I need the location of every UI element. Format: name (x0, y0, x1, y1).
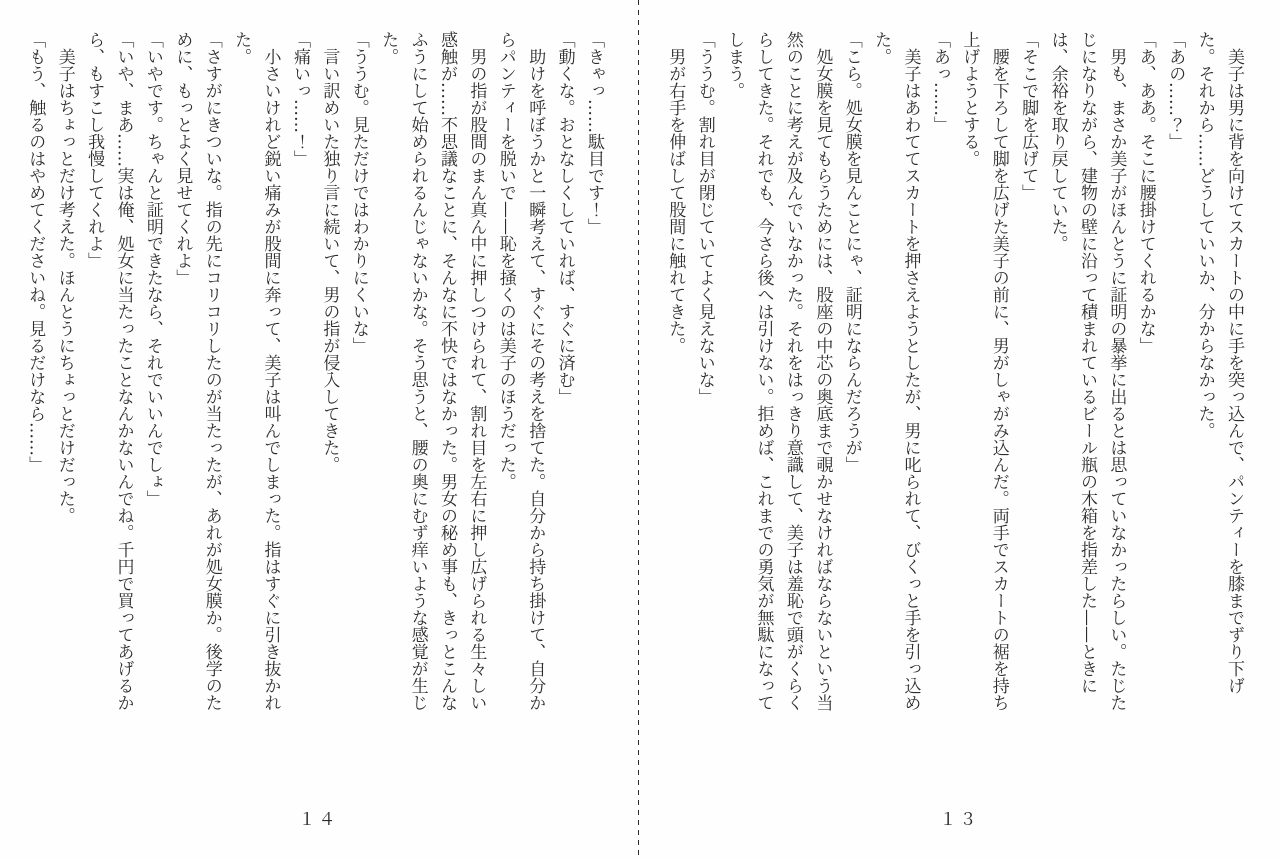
paragraph: 「動くな。おとなしくしていれば、すぐに済む」 (554, 31, 575, 405)
paragraph: 男の指が股間のまん真ん中に押しつけられて、割れ目を左右に押し広げられる生々しい感触が……不思議なことに、そんなに不快ではなかった。男女の秘め事も、きっとこんなふうにして始められるんじゃないかな。そう思うと、腰の奥にむず痒いような感覚が生じた。 (378, 31, 487, 711)
paragraph: 「あっ……」 (929, 31, 950, 133)
page-13-number: １３ (939, 810, 980, 830)
paragraph: 助けを呼ぼうかと一瞬考えて、すぐにその考えを捨てた。自分から持ち掛けて、自分からパンティーを脱いで——恥を掻くのは美子のほうだった。 (495, 31, 546, 711)
page-14-text (20, 31, 608, 721)
paragraph: 「ううむ。見ただけではわかりにくいな」 (348, 31, 369, 354)
page-14 (0, 0, 637, 860)
paragraph: 美子はちょっとだけ考えた。ほんとうにちょっとだけだった。 (54, 48, 75, 524)
paragraph: 美子は男に背を向けてスカートの中に手を突っ込んで、パンティーを膝までずり下げた。それから……どうしていいか、分からなかった。 (1194, 31, 1244, 694)
paragraph: 「痛いっ……！」 (289, 31, 310, 167)
paragraph: 「さすがにきついな。指の先にコリコリしたのが当たったが、あれが処女膜か。後学のために、もっとよく見せてくれよ」 (172, 31, 222, 711)
paragraph: 腰を下ろして脚を広げた美子の前に、男がしゃがみ込んだ。両手でスカートの裾を持ち上げようとする。 (959, 31, 1009, 711)
paragraph: 処女膜を見てもらうためには、股座の中芯の奥底まで覗かせなければならないという当然のことに考えが及んでいなかった。それをはっきり意識して、美子は羞恥で頭がくらくらしてきた。それでも、今さら後へは引けない。拒めば、これまでの勇気が無駄になってしまう。 (724, 31, 833, 711)
paragraph: 「こら。処女膜を見んことにゃ、証明にならんだろうが」 (841, 31, 862, 473)
page-13-text (660, 31, 1248, 721)
paragraph: 「きゃっ……駄目です！」 (584, 31, 604, 235)
paragraph: 男も、まさか美子がほんとうに証明の暴挙に出るとは思っていなかったらしい。たじたじになりながら、建物の壁に沿って積まれているビール瓶の木箱を指差した——ときには、余裕を取り戻していた。 (1047, 31, 1127, 711)
paragraph: 小さいけれど鋭い痛みが股間に奔って、美子は叫んでしまった。指はすぐに引き抜かれた。 (231, 31, 281, 711)
paragraph: 「ううむ。割れ目が閉じていてよく見えないな」 (694, 31, 715, 405)
paragraph: 「もう、触るのはやめてくださいね。見るだけなら……」 (25, 31, 46, 473)
paragraph: 言い訳めいた独り言に続いて、男の指が侵入してきた。 (319, 48, 340, 473)
paragraph: 美子はあわててスカートを押さえようとしたが、男に叱られて、びくっと手を引っ込めた。 (871, 31, 921, 711)
paragraph: 「あ、ああ。そこに腰掛けてくれるかな」 (1135, 31, 1156, 354)
paragraph: 男が右手を伸ばして股間に触れてきた。 (665, 48, 686, 354)
paragraph: 「あの……？」 (1165, 31, 1186, 150)
paragraph: 「いや、まあ……実は俺、処女に当たったことなんかないんでね。千円で買ってあげるから、もすこし我慢してくれよ」 (84, 31, 134, 711)
page-14-number: １４ (298, 810, 339, 830)
page-13 (639, 0, 1280, 860)
paragraph: 「そこで脚を広げて」 (1018, 31, 1039, 201)
paragraph: 「いやです。ちゃんと証明できたなら、それでいいんでしょ」 (142, 31, 163, 507)
